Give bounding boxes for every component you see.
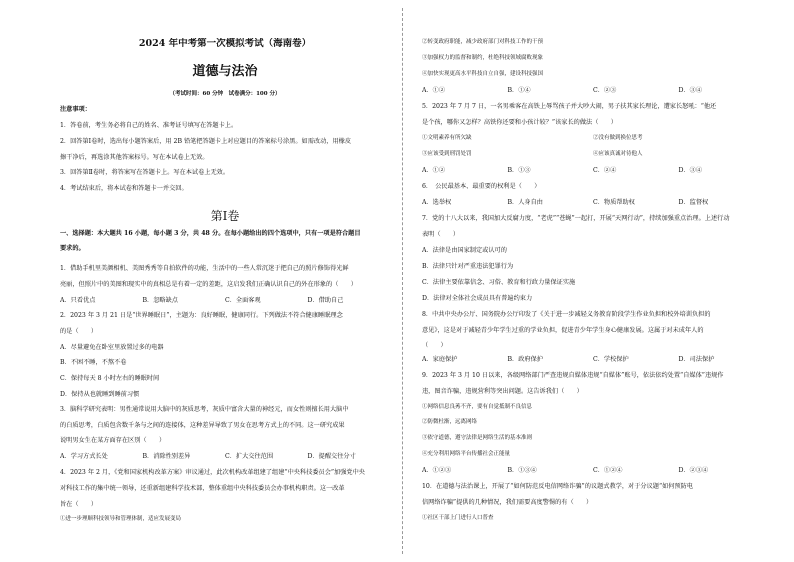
option[interactable]: B．①③④ <box>507 467 537 474</box>
statement[interactable]: ①网络信息良莠不齐，要有自觉抵制不良信息 <box>422 404 533 410</box>
option[interactable]: D．③④ <box>678 87 703 94</box>
option[interactable]: B．消除性别差异 <box>142 453 191 460</box>
option[interactable]: A．学习方式长处 <box>60 453 108 460</box>
option[interactable]: D．监督权 <box>678 199 709 206</box>
question-7-line: 表明（ ） <box>422 231 460 238</box>
option[interactable]: B．政府保护 <box>507 356 543 363</box>
option[interactable]: A．只看优点 <box>60 297 96 304</box>
option[interactable]: C．全面客观 <box>225 297 261 304</box>
statement[interactable]: ①社区干部上门进行人口普查 <box>422 515 494 521</box>
question-3-options <box>60 452 390 461</box>
option[interactable]: A．尽量避免在卧室里放置过多的电器 <box>60 344 164 351</box>
question-6-line: 6． 公民最基本、最重要的权利是（ ） <box>422 183 541 190</box>
question-5-choices <box>422 166 764 175</box>
right-column <box>422 0 764 562</box>
option[interactable]: C．学校保护 <box>593 356 629 363</box>
question-4-option[interactable]: ②转变政府职能，减少政府部门对科技工作的干预 <box>422 39 544 45</box>
option[interactable]: A．法律是由国家制定或认可的 <box>422 247 507 254</box>
option[interactable]: B．①③ <box>507 167 531 174</box>
question-4-line: 对科技工作的集中统一领导，还重新组建科学技术部，整体重组中央科技委员会办事机构职责。这一改革 <box>60 485 345 492</box>
notice-heading: 注意事项： <box>60 106 91 113</box>
option[interactable]: A．家庭保护 <box>422 356 458 363</box>
option[interactable]: A．①②③ <box>422 467 452 474</box>
question-5-statements <box>422 150 764 159</box>
question-2-line: 的是（ ） <box>60 328 98 335</box>
question-8-line: 8．中共中央办公厅、国务院办公厅印发了《关于进一步减轻义务教育阶段学生作业负担和校外培训负担的 <box>422 311 711 318</box>
option[interactable]: D．法律对全体社会成员具有普遍约束力 <box>422 295 533 302</box>
question-6-choices <box>422 198 764 207</box>
section-heading: 第Ⅰ卷 <box>210 209 240 223</box>
column-divider <box>402 8 403 554</box>
option[interactable]: C．扩大交往范围 <box>225 453 274 460</box>
statement[interactable]: ①文明素养有所欠缺 <box>422 135 472 141</box>
question-9-line: 9．2023 年 3 月 10 日以来，各级网络部门严查违规自媒体违规“自媒体”账号，依法依约处置“自媒体”违规作 <box>422 372 724 379</box>
option[interactable]: C．②③ <box>593 87 617 94</box>
notice-line: 4．考试结束后，将本试卷和答题卡一并交回。 <box>60 185 188 192</box>
left-column <box>60 0 390 562</box>
statement[interactable]: ②防微杜渐，远离网络 <box>422 419 478 425</box>
statement[interactable]: ③应该受到刑罚处罚 <box>422 151 472 157</box>
question-9-choices <box>422 466 764 475</box>
subject-title: 道德与法治 <box>192 64 258 79</box>
statement[interactable]: ④应该真诚对待他人 <box>593 151 643 157</box>
question-5-statements <box>422 134 764 143</box>
question-8-line: 意见》，这是对于减轻青少年学生过重的学业负担，促进青少年学生身心健康发展。这属于对未成年人的 <box>422 327 704 334</box>
exam-meta: （考试时间：60 分钟 试卷满分：100 分） <box>169 91 281 97</box>
instruction-line: 一、选择题：本大题共 16 小题，每小题 3 分，共 48 分。在每小题给出的四个选项中，只有一项是符合题目 <box>60 230 361 237</box>
question-2-line: 2．2023 年 3 月 21 日是“世界睡眠日”，主题为：良好睡眠，健康同行。下列做法不符合健康睡眠理念 <box>60 312 343 319</box>
exam-title: 2024 年中考第一次模拟考试（海南卷） <box>138 38 312 49</box>
question-3-line: 3．脑科学研究表明：男性通常说用大脑中的灰质思考，灰质中富含大量的神经元，而女性则擅长用大脑中 <box>60 406 349 413</box>
statement[interactable]: ④充分利用网络平台传播社会正能量 <box>422 451 511 457</box>
question-4-option[interactable]: ①进一步理顺科技领导和管理体制，适应发展变局 <box>60 516 182 522</box>
option[interactable]: C．保持每天 8 小时左右的睡眠时间 <box>60 375 160 382</box>
option[interactable]: D．保持从也就睡到睡前习惯 <box>60 391 140 398</box>
option[interactable]: A．①② <box>422 167 446 174</box>
question-5-line: 是个孩，哪你又怎样？高铁你还要和小孩计较？”该家长的做法（ ） <box>422 119 617 126</box>
question-5-line: 5．2023 年 7 月 7 日，一名男乘客在高铁上辱骂孩子并大吵大闹，男子扶其家长理论，遭家长怒吼：“他还 <box>422 103 717 110</box>
notice-line: 3．回答第Ⅱ卷时，将答案写在答题卡上。写在本试卷上无效。 <box>60 169 230 176</box>
option[interactable]: D．②③④ <box>678 467 709 474</box>
question-7-line: 7．党的十八大以来，我国加大反腐力度，“老虎”“苍蝇”一起打，开展“天网行动”，持续加强重点治理。上述行动 <box>422 215 730 222</box>
option[interactable]: C．物质帮助权 <box>593 199 635 206</box>
question-4-option[interactable]: ④加快实现更高水平科技自立自强，建设科技强国 <box>422 71 544 77</box>
question-3-line: 说明男女生在某方面存在区别（ ） <box>60 437 166 444</box>
notice-line: 1．答卷前，考生务必将自己的姓名、准考证号填写在答题卡上。 <box>60 122 238 129</box>
option[interactable]: D．借助自己 <box>307 297 344 304</box>
question-4-choices <box>422 86 764 95</box>
option[interactable]: C．②④ <box>593 167 617 174</box>
option[interactable]: A．选举权 <box>422 199 452 206</box>
statement[interactable]: ③依守道德，遵守法律是网络生活的基本准则 <box>422 435 533 441</box>
option[interactable]: C．①②④ <box>593 467 623 474</box>
option[interactable]: B．不困不睡，不熬不卷 <box>60 359 127 366</box>
question-10-line: 10．在道德与法治课上，开展了“如何防范反电信网络诈骗”的议题式教学，对于分议题“如何预防电 <box>422 483 694 490</box>
question-9-line: 违，图音诈骗，违规营利等突出问题。这告诉我们（ ） <box>422 388 583 395</box>
option[interactable]: B．法律只针对严重违法犯罪行为 <box>422 263 514 270</box>
notice-line: 擦干净后，再选涂其他答案标号。写在本试卷上无效。 <box>60 154 209 161</box>
question-8-choices <box>422 355 764 364</box>
question-1-line: 1．借助手机里美颜相机、美图秀秀等自拍软件的功能，生活中的一些人常沉迷于把自己的照片修饰得光鲜 <box>60 265 349 272</box>
question-10-line: 信网络诈骗”提供的几种情况，我们需要高度警惕的有（ ） <box>422 499 593 506</box>
option[interactable]: B．①④ <box>507 87 531 94</box>
option[interactable]: B．人身自由 <box>507 199 543 206</box>
option[interactable]: C．法律主要依靠信念、习俗、教育和行政力量保证实施 <box>422 279 576 286</box>
option[interactable]: D．③④ <box>678 167 703 174</box>
notice-line: 2．回答第Ⅰ卷时，选出每小题答案后，用 2B 铅笔把答题卡上对应题目的答案标号涂黑。如需改动，用橡皮 <box>60 138 352 145</box>
question-1-line: 亮丽，但照片中的美图和现实中的真相总是有着一定的差距，这启发我们正确认识自己的外在形象的（ ） <box>60 281 357 288</box>
instruction-line: 要求的。 <box>60 245 85 252</box>
question-4-option[interactable]: ③加强权力的监督和制约，杜绝科技领域腐败现象 <box>422 55 544 61</box>
question-3-line: 的白质思考，白质包含数千条与之间的连接体，这种差异导致了男女在思考方式上的不同。这一研究成果 <box>60 422 345 429</box>
question-4-line: 旨在（ ） <box>60 501 98 508</box>
question-1-options <box>60 296 390 305</box>
statement[interactable]: ②没有做到换位思考 <box>593 135 643 141</box>
option[interactable]: B．忽略缺点 <box>142 297 178 304</box>
question-8-line: （ ） <box>422 342 447 349</box>
option[interactable]: D．提醒交往分寸 <box>307 453 356 460</box>
option[interactable]: D．司法保护 <box>678 356 715 363</box>
question-4-line: 4．2023 年 2 月，《党和国家机构改革方案》审议通过，此次机构改革组建了组建“中央科技委员会”加强党中央 <box>60 469 365 476</box>
option[interactable]: A．①② <box>422 87 446 94</box>
